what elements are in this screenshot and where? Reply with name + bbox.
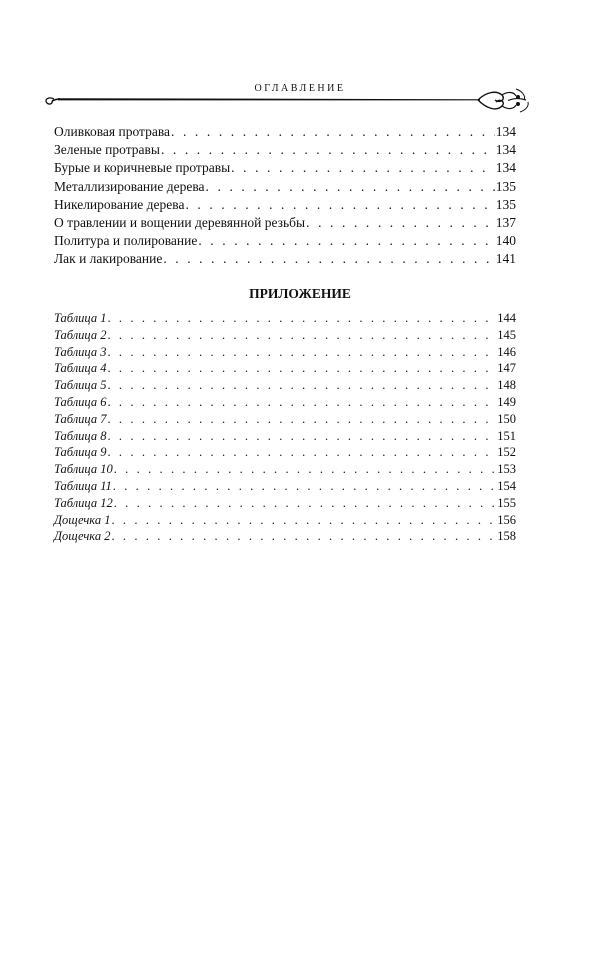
- appendix-entry-title: Дощечка 2: [54, 529, 111, 544]
- appendix-entry[interactable]: [54, 310, 516, 327]
- appendix-entry-title: Таблица 9: [54, 445, 107, 460]
- appendix-entry-title: Дощечка 1: [54, 512, 111, 527]
- dot-leader: [114, 495, 497, 512]
- dot-leader: [306, 214, 495, 232]
- appendix-entry[interactable]: [54, 411, 516, 428]
- appendix-entry-title: Таблица 10: [54, 462, 113, 477]
- toc-entry-page: 134: [495, 124, 516, 139]
- appendix-entry-page: 158: [497, 529, 516, 544]
- appendix-entry-page: 147: [497, 361, 516, 376]
- appendix-heading: ПРИЛОЖЕНИЕ: [249, 286, 351, 301]
- toc-entry-title: О травлении и вощении деревянной резьбы: [54, 214, 306, 230]
- appendix-entry-page: 144: [497, 311, 516, 325]
- toc-entry[interactable]: [54, 123, 516, 141]
- appendix-entry[interactable]: [54, 327, 516, 344]
- appendix-entry-page: 146: [497, 344, 516, 359]
- appendix-entry[interactable]: [54, 528, 516, 545]
- toc-entry-title: Металлизирование дерева: [54, 178, 205, 194]
- toc-entry[interactable]: [54, 159, 516, 177]
- appendix-entry[interactable]: [54, 344, 516, 361]
- toc-entry[interactable]: [54, 178, 516, 196]
- dot-leader: [231, 159, 495, 177]
- appendix-entry[interactable]: [54, 495, 516, 512]
- dot-leader: [161, 141, 495, 159]
- dot-leader: [107, 344, 496, 361]
- appendix-entry-page: 156: [497, 512, 516, 527]
- toc-entry-title: Зеленые протравы: [54, 142, 160, 158]
- appendix-entry-title: Таблица 12: [54, 495, 113, 510]
- appendix-entry-title: Таблица 4: [54, 361, 107, 376]
- appendix-entry-title: Таблица 1: [54, 311, 107, 325]
- appendix-entry-page: 145: [497, 327, 516, 342]
- dot-leader: [107, 360, 496, 377]
- appendix-entry-title: Таблица 5: [54, 378, 107, 393]
- appendix-entry-page: 152: [497, 445, 516, 460]
- dot-leader: [198, 232, 494, 250]
- appendix-entry[interactable]: [54, 428, 516, 445]
- dot-leader: [107, 327, 496, 344]
- toc-entry-title: Лак и лакирование: [54, 251, 163, 267]
- dot-leader: [111, 528, 496, 545]
- dot-leader: [185, 196, 494, 214]
- dot-leader: [107, 411, 496, 428]
- appendix-entry-page: 155: [497, 495, 516, 510]
- toc-entry-page: 141: [495, 251, 516, 267]
- dot-leader: [206, 178, 495, 196]
- appendix-entry[interactable]: [54, 394, 516, 411]
- dot-leader: [107, 377, 496, 394]
- dot-leader: [113, 478, 496, 495]
- appendix-entry[interactable]: [54, 444, 516, 461]
- toc-entry-page: 140: [495, 233, 516, 249]
- flourish-rule-icon: [40, 88, 540, 118]
- dot-leader: [163, 250, 494, 268]
- appendix-entry-page: 150: [497, 411, 516, 426]
- toc-entry-title: Оливковая протрава: [54, 124, 171, 139]
- appendix-entry-title: Таблица 2: [54, 327, 107, 342]
- toc-entry-page: 134: [495, 142, 516, 158]
- appendix-entry[interactable]: [54, 478, 516, 495]
- dot-leader: [114, 461, 497, 478]
- toc-entry-page: 134: [495, 160, 516, 176]
- running-head-title: ОГЛАВЛЕНИЕ: [254, 83, 346, 94]
- appendix-entry-page: 148: [497, 378, 516, 393]
- toc-entry-title: Никелирование дерева: [54, 196, 185, 212]
- dot-leader: [107, 428, 496, 445]
- toc-entry-page: 135: [495, 178, 516, 194]
- appendix-entry[interactable]: [54, 360, 516, 377]
- toc-entry[interactable]: [54, 250, 516, 268]
- dot-leader: [107, 394, 496, 411]
- dot-leader: [171, 123, 495, 141]
- appendix-entry[interactable]: [54, 512, 516, 529]
- toc-entry-page: 137: [495, 214, 516, 230]
- dot-leader: [107, 310, 496, 327]
- toc-entry[interactable]: [54, 214, 516, 232]
- appendix-entry[interactable]: [54, 461, 516, 478]
- appendix-entry-page: 151: [497, 428, 516, 443]
- toc-entry-title: Политура и полирование: [54, 233, 198, 249]
- appendix-entry-title: Таблица 3: [54, 344, 107, 359]
- dot-leader: [111, 512, 496, 529]
- dot-leader: [107, 444, 496, 461]
- toc-entry-title: Бурые и коричневые протравы: [54, 160, 231, 176]
- toc-appendix-list: [54, 310, 516, 545]
- appendix-entry-page: 149: [497, 394, 516, 409]
- toc-entry[interactable]: [54, 232, 516, 250]
- toc-entry[interactable]: [54, 196, 516, 214]
- appendix-entry-title: Таблица 6: [54, 394, 107, 409]
- appendix-entry-page: 154: [497, 478, 516, 493]
- appendix-entry[interactable]: [54, 377, 516, 394]
- appendix-entry-title: Таблица 11: [54, 478, 112, 493]
- appendix-entry-title: Таблица 8: [54, 428, 107, 443]
- toc-main-list: [54, 123, 516, 269]
- toc-entry-page: 135: [495, 196, 516, 212]
- appendix-entry-title: Таблица 7: [54, 411, 107, 426]
- appendix-entry-page: 153: [497, 462, 516, 477]
- toc-entry[interactable]: [54, 141, 516, 159]
